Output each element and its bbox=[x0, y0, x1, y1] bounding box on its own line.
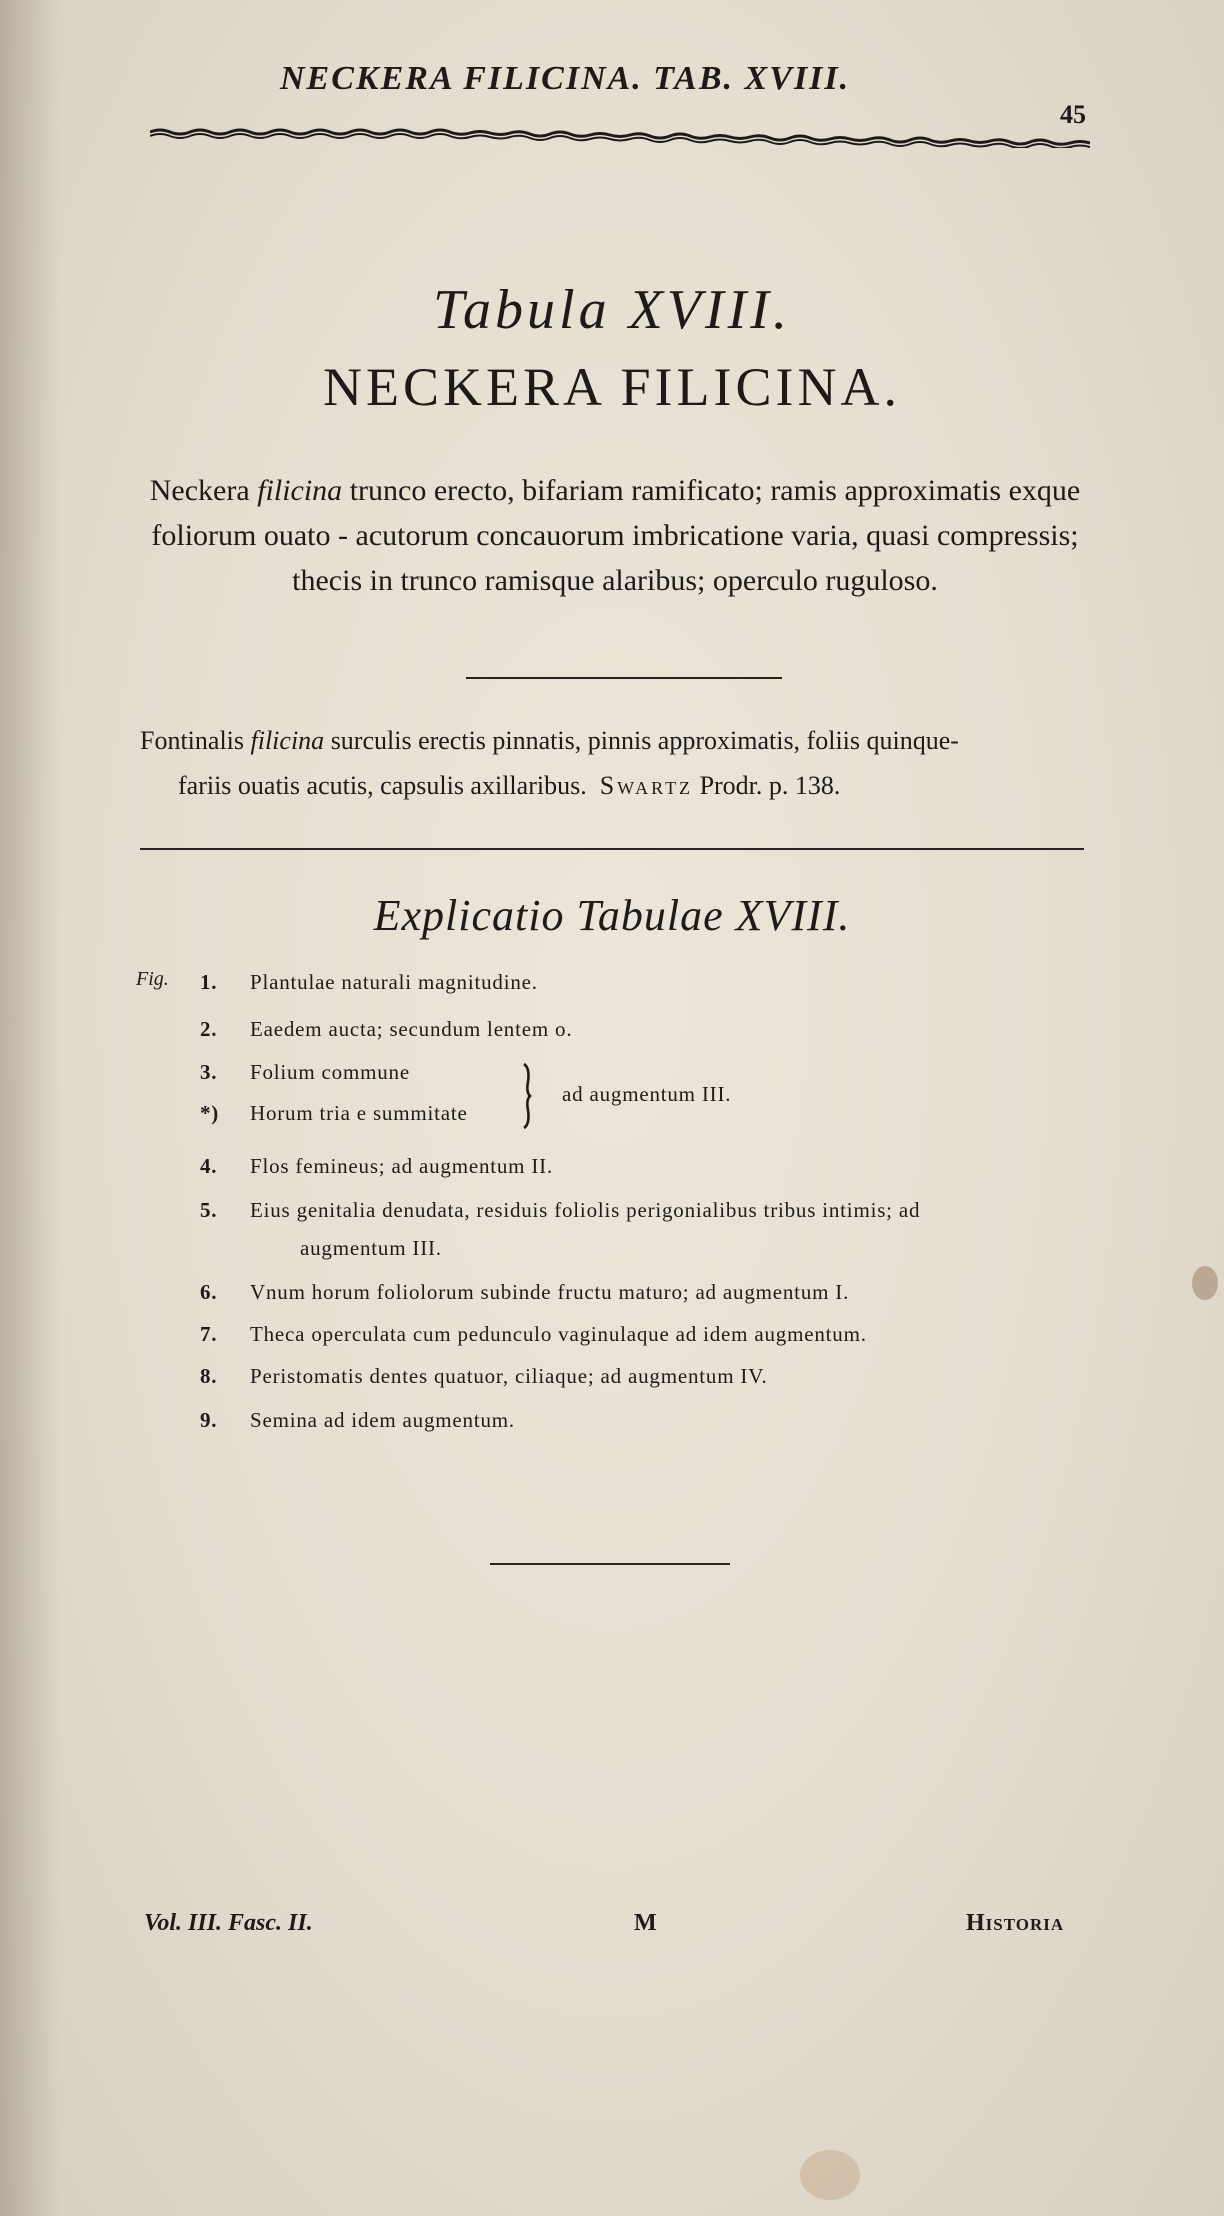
species-title: NECKERA FILICINA. bbox=[323, 357, 901, 417]
diagnosis-genus: Neckera bbox=[149, 474, 250, 507]
figure-number: 6. bbox=[200, 1280, 218, 1304]
figure-number: 2. bbox=[200, 1017, 218, 1041]
figure-item bbox=[200, 1017, 572, 1042]
figure-number: 5. bbox=[200, 1198, 218, 1222]
synonym-line-2 bbox=[140, 763, 1090, 808]
figure-text: Theca operculata cum pedunculo vaginulaque ad idem augmentum. bbox=[250, 1322, 867, 1346]
diagnosis-text: trunco erecto, bifariam ramificato; ramis approximatis exque foliorum ouato - acutorum concauorum imbricatione varia, quasi compressis; thecis in trunco ramisque alaribus; operculo ruguloso. bbox=[151, 474, 1081, 597]
figure-number: 3. bbox=[200, 1060, 218, 1084]
synonym-genus: Fontinalis bbox=[140, 726, 245, 755]
figure-number: 8. bbox=[200, 1364, 218, 1388]
figure-item bbox=[200, 1408, 515, 1433]
synonym-text-1: surculis erectis pinnatis, pinnis approximatis, foliis quinque- bbox=[330, 726, 959, 755]
figure-text: Semina ad idem augmentum. bbox=[250, 1408, 515, 1432]
figure-text: Peristomatis dentes quatuor, ciliaque; ad augmentum IV. bbox=[250, 1364, 768, 1388]
figure-text: Eaedem aucta; secundum lentem o. bbox=[250, 1017, 573, 1041]
catchword: Historia bbox=[966, 1910, 1065, 1936]
closing-rule bbox=[490, 1563, 730, 1565]
explicatio-title: Explicatio Tabulae XVIII. bbox=[373, 891, 851, 940]
tabula-title: Tabula XVIII. bbox=[433, 279, 791, 341]
brace-icon bbox=[520, 1062, 534, 1130]
figure-number: 1. bbox=[200, 970, 218, 994]
figure-item bbox=[200, 970, 538, 995]
figure-item-continuation bbox=[300, 1236, 442, 1261]
figure-item bbox=[200, 1364, 768, 1389]
diagnosis-epithet: filicina bbox=[257, 474, 343, 507]
running-head: NECKERA FILICINA. TAB. XVIII. bbox=[280, 60, 851, 97]
species-diagnosis bbox=[140, 468, 1090, 603]
figure-text: Eius genitalia denudata, residuis foliolis perigonialibus tribus intimis; ad bbox=[250, 1198, 921, 1222]
signature-mark: M bbox=[634, 1910, 657, 1936]
figure-item bbox=[200, 1322, 867, 1347]
synonym-citation bbox=[140, 718, 1090, 808]
foxing-spot bbox=[1192, 1266, 1218, 1300]
figure-number: 7. bbox=[200, 1322, 218, 1346]
section-rule bbox=[140, 848, 1084, 850]
short-rule bbox=[466, 677, 782, 679]
synonym-epithet: filicina bbox=[250, 726, 325, 755]
figure-number: 9. bbox=[200, 1408, 218, 1432]
figure-item bbox=[200, 1154, 553, 1179]
synonym-author: Swartz bbox=[599, 771, 694, 800]
figure-item bbox=[200, 1198, 920, 1223]
figure-text: Vnum horum foliolorum subinde fructu maturo; ad augmentum I. bbox=[250, 1280, 850, 1304]
synonym-line-1 bbox=[140, 718, 1090, 763]
ornamental-rule bbox=[150, 126, 1090, 148]
figure-item bbox=[200, 1101, 468, 1126]
volume-line: Vol. III. Fasc. II. bbox=[144, 1910, 313, 1936]
figure-item bbox=[200, 1060, 410, 1085]
figure-text: Folium commune bbox=[250, 1060, 410, 1084]
foxing-spot bbox=[800, 2150, 860, 2200]
figure-text: augmentum III. bbox=[300, 1236, 442, 1260]
fig-label: Fig. bbox=[136, 968, 169, 990]
figure-number: 4. bbox=[200, 1154, 218, 1178]
figure-text: Flos femineus; ad augmentum II. bbox=[250, 1154, 553, 1178]
figure-item bbox=[200, 1280, 849, 1305]
synonym-text-2: fariis ouatis acutis, capsulis axillaribus. bbox=[178, 771, 587, 800]
figure-text: Horum tria e summitate bbox=[250, 1101, 468, 1125]
page-number: 45 bbox=[1060, 100, 1086, 129]
synonym-reference: Prodr. p. 138. bbox=[699, 771, 841, 800]
brace-label: ad augmentum III. bbox=[562, 1082, 732, 1106]
figure-number: *) bbox=[200, 1101, 220, 1125]
figure-text: Plantulae naturali magnitudine. bbox=[250, 970, 538, 994]
